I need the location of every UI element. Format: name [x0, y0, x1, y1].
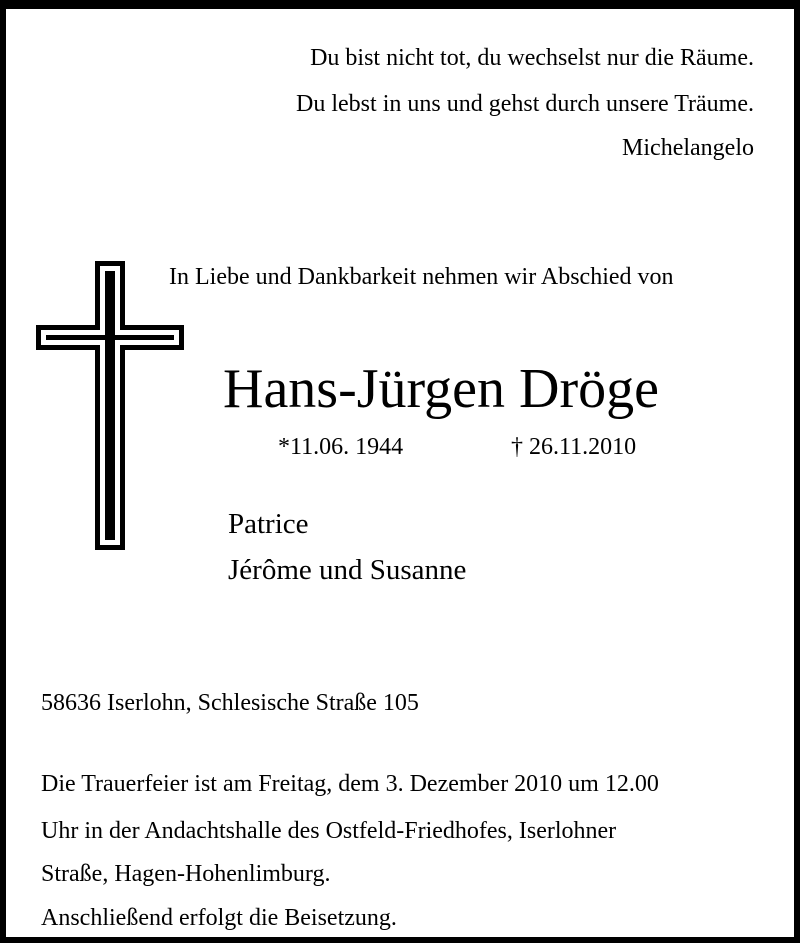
quote-line-1: Du bist nicht tot, du wechselst nur die Räume.: [310, 45, 754, 71]
latin-cross-icon: [34, 259, 186, 553]
birth-date: *11.06. 1944: [278, 434, 404, 460]
family-line-1: Patrice: [228, 508, 309, 540]
service-line-4: Anschließend erfolgt die Beisetzung.: [41, 905, 397, 931]
quote-line-2: Du lebst in uns und gehst durch unsere Träume.: [296, 91, 754, 117]
intro-line: In Liebe und Dankbarkeit nehmen wir Abschied von: [169, 264, 674, 290]
service-line-2: Uhr in der Andachtshalle des Ostfeld-Friedhofes, Iserlohner: [41, 818, 617, 844]
family-line-2: Jérôme und Susanne: [228, 554, 467, 586]
address: 58636 Iserlohn, Schlesische Straße 105: [41, 690, 419, 716]
death-date: † 26.11.2010: [511, 434, 637, 460]
quote-author: Michelangelo: [622, 135, 754, 161]
service-line-1: Die Trauerfeier ist am Freitag, dem 3. Dezember 2010 um 12.00: [41, 771, 659, 797]
deceased-name: Hans-Jürgen Dröge: [223, 358, 659, 420]
service-line-3: Straße, Hagen-Hohenlimburg.: [41, 861, 331, 887]
